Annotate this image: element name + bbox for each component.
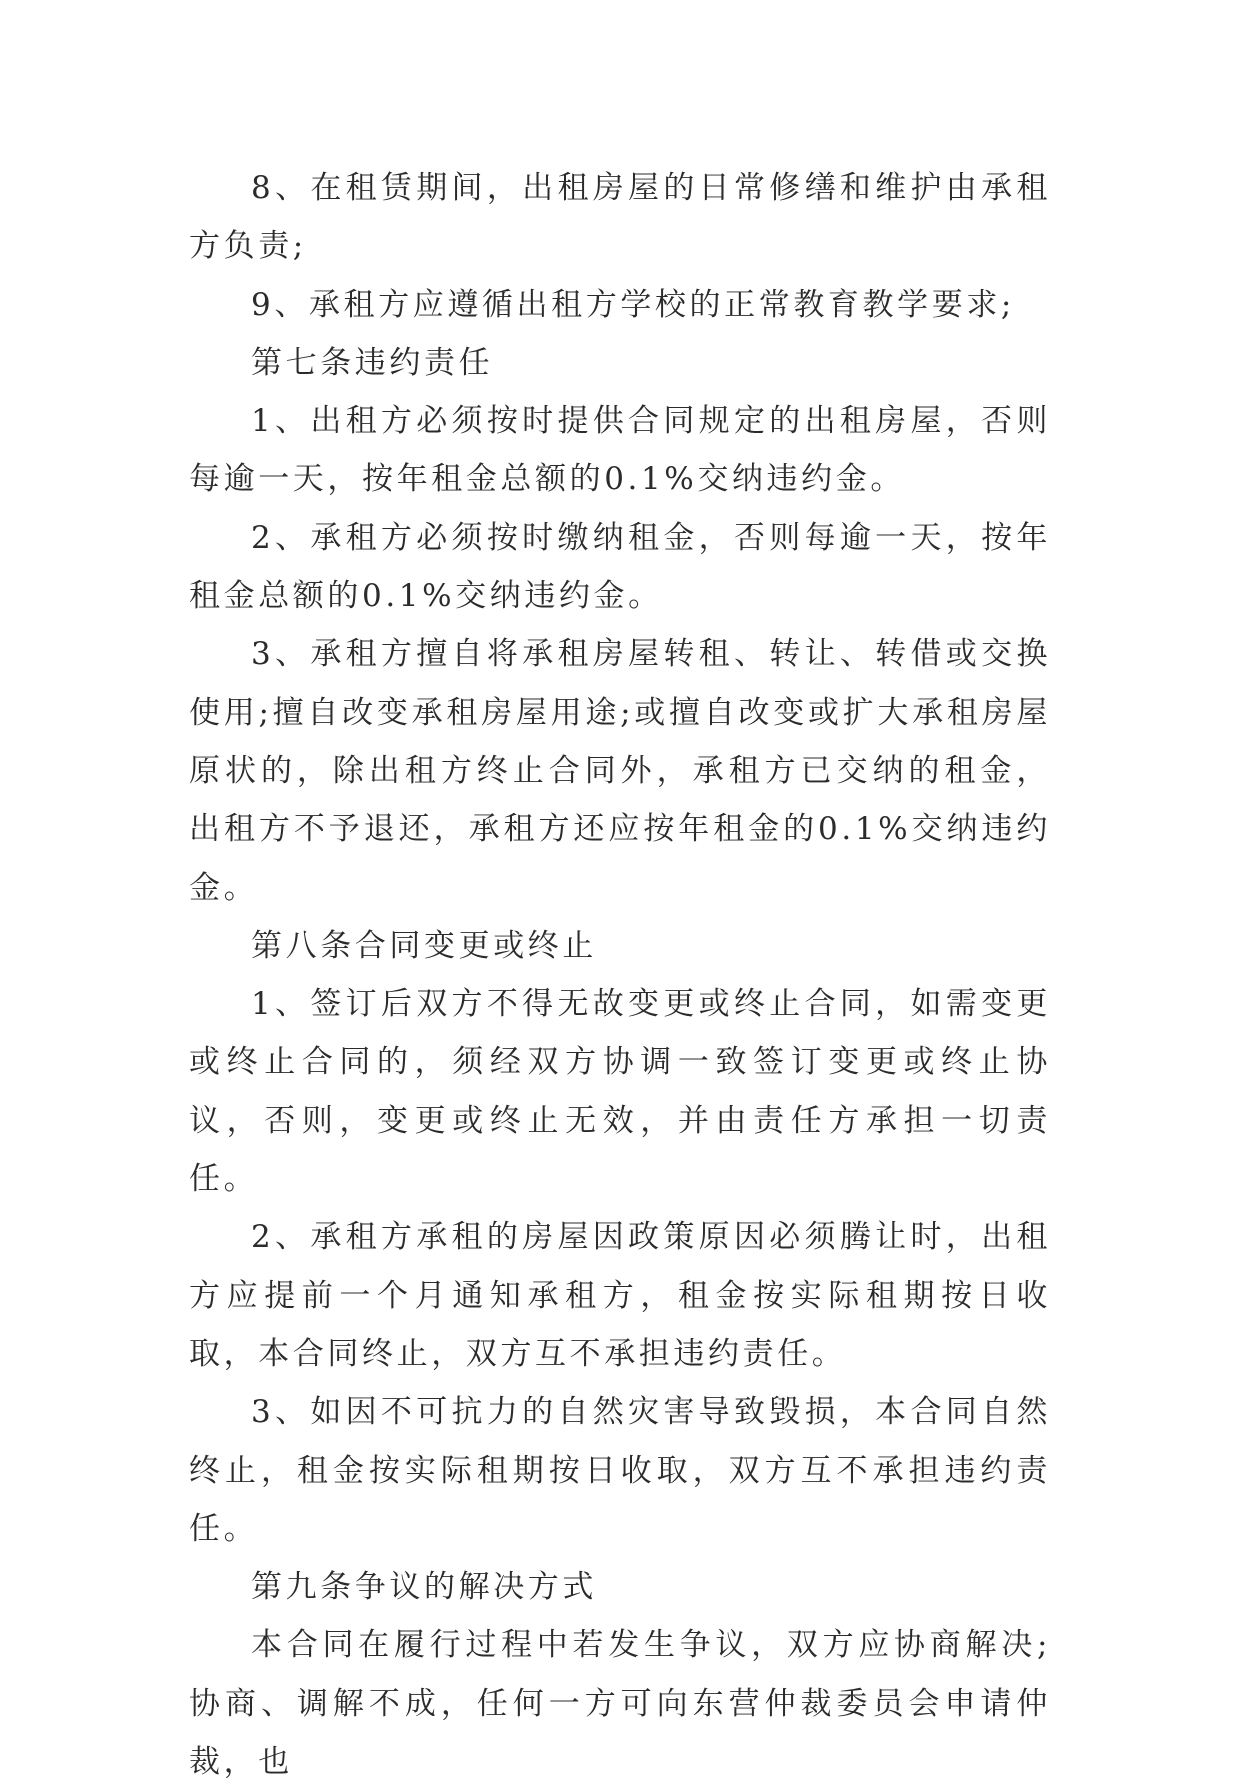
section-heading: 第八条合同变更或终止 bbox=[251, 927, 597, 964]
clause-paragraph: 8、在租赁期间，出租房屋的日常修缮和维护由承租方负责; bbox=[189, 170, 1051, 265]
section-heading: 第七条违约责任 bbox=[251, 344, 494, 381]
document-body bbox=[189, 159, 1051, 1791]
clause-paragraph: 本合同在履行过程中若发生争议，双方应协商解决;协商、调解不成，任何一方可向东营仲裁委员会申请仲裁，也 bbox=[189, 1627, 1051, 1781]
clause-paragraph: 3、承租方擅自将承租房屋转租、转让、转借或交换使用;擅自改变承租房屋用途;或擅自改变或扩大承租房屋原状的，除出租方终止合同外，承租方已交纳的租金，出租方不予退还，承租方还应按年租金的0.1%交纳违约金。 bbox=[189, 636, 1051, 906]
clause-paragraph: 3、如因不可抗力的自然灾害导致毁损，本合同自然终止，租金按实际租期按日收取，双方互不承担违约责任。 bbox=[189, 1394, 1051, 1547]
clause-paragraph: 2、承租方承租的房屋因政策原因必须腾让时，出租方应提前一个月通知承租方，租金按实际租期按日收取，本合同终止，双方互不承担违约责任。 bbox=[189, 1219, 1051, 1372]
clause-paragraph: 1、签订后双方不得无故变更或终止合同，如需变更或终止合同的，须经双方协调一致签订变更或终止协议，否则，变更或终止无效，并由责任方承担一切责任。 bbox=[189, 986, 1051, 1198]
clause-paragraph: 9、承租方应遵循出租方学校的正常教育教学要求; bbox=[251, 286, 1015, 323]
clause-paragraph: 2、承租方必须按时缴纳租金，否则每逾一天，按年租金总额的0.1%交纳违约金。 bbox=[189, 519, 1051, 615]
clause-paragraph: 1、出租方必须按时提供合同规定的出租房屋，否则每逾一天，按年租金总额的0.1%交纳违约金。 bbox=[189, 403, 1051, 498]
section-heading: 第九条争议的解决方式 bbox=[251, 1569, 597, 1606]
